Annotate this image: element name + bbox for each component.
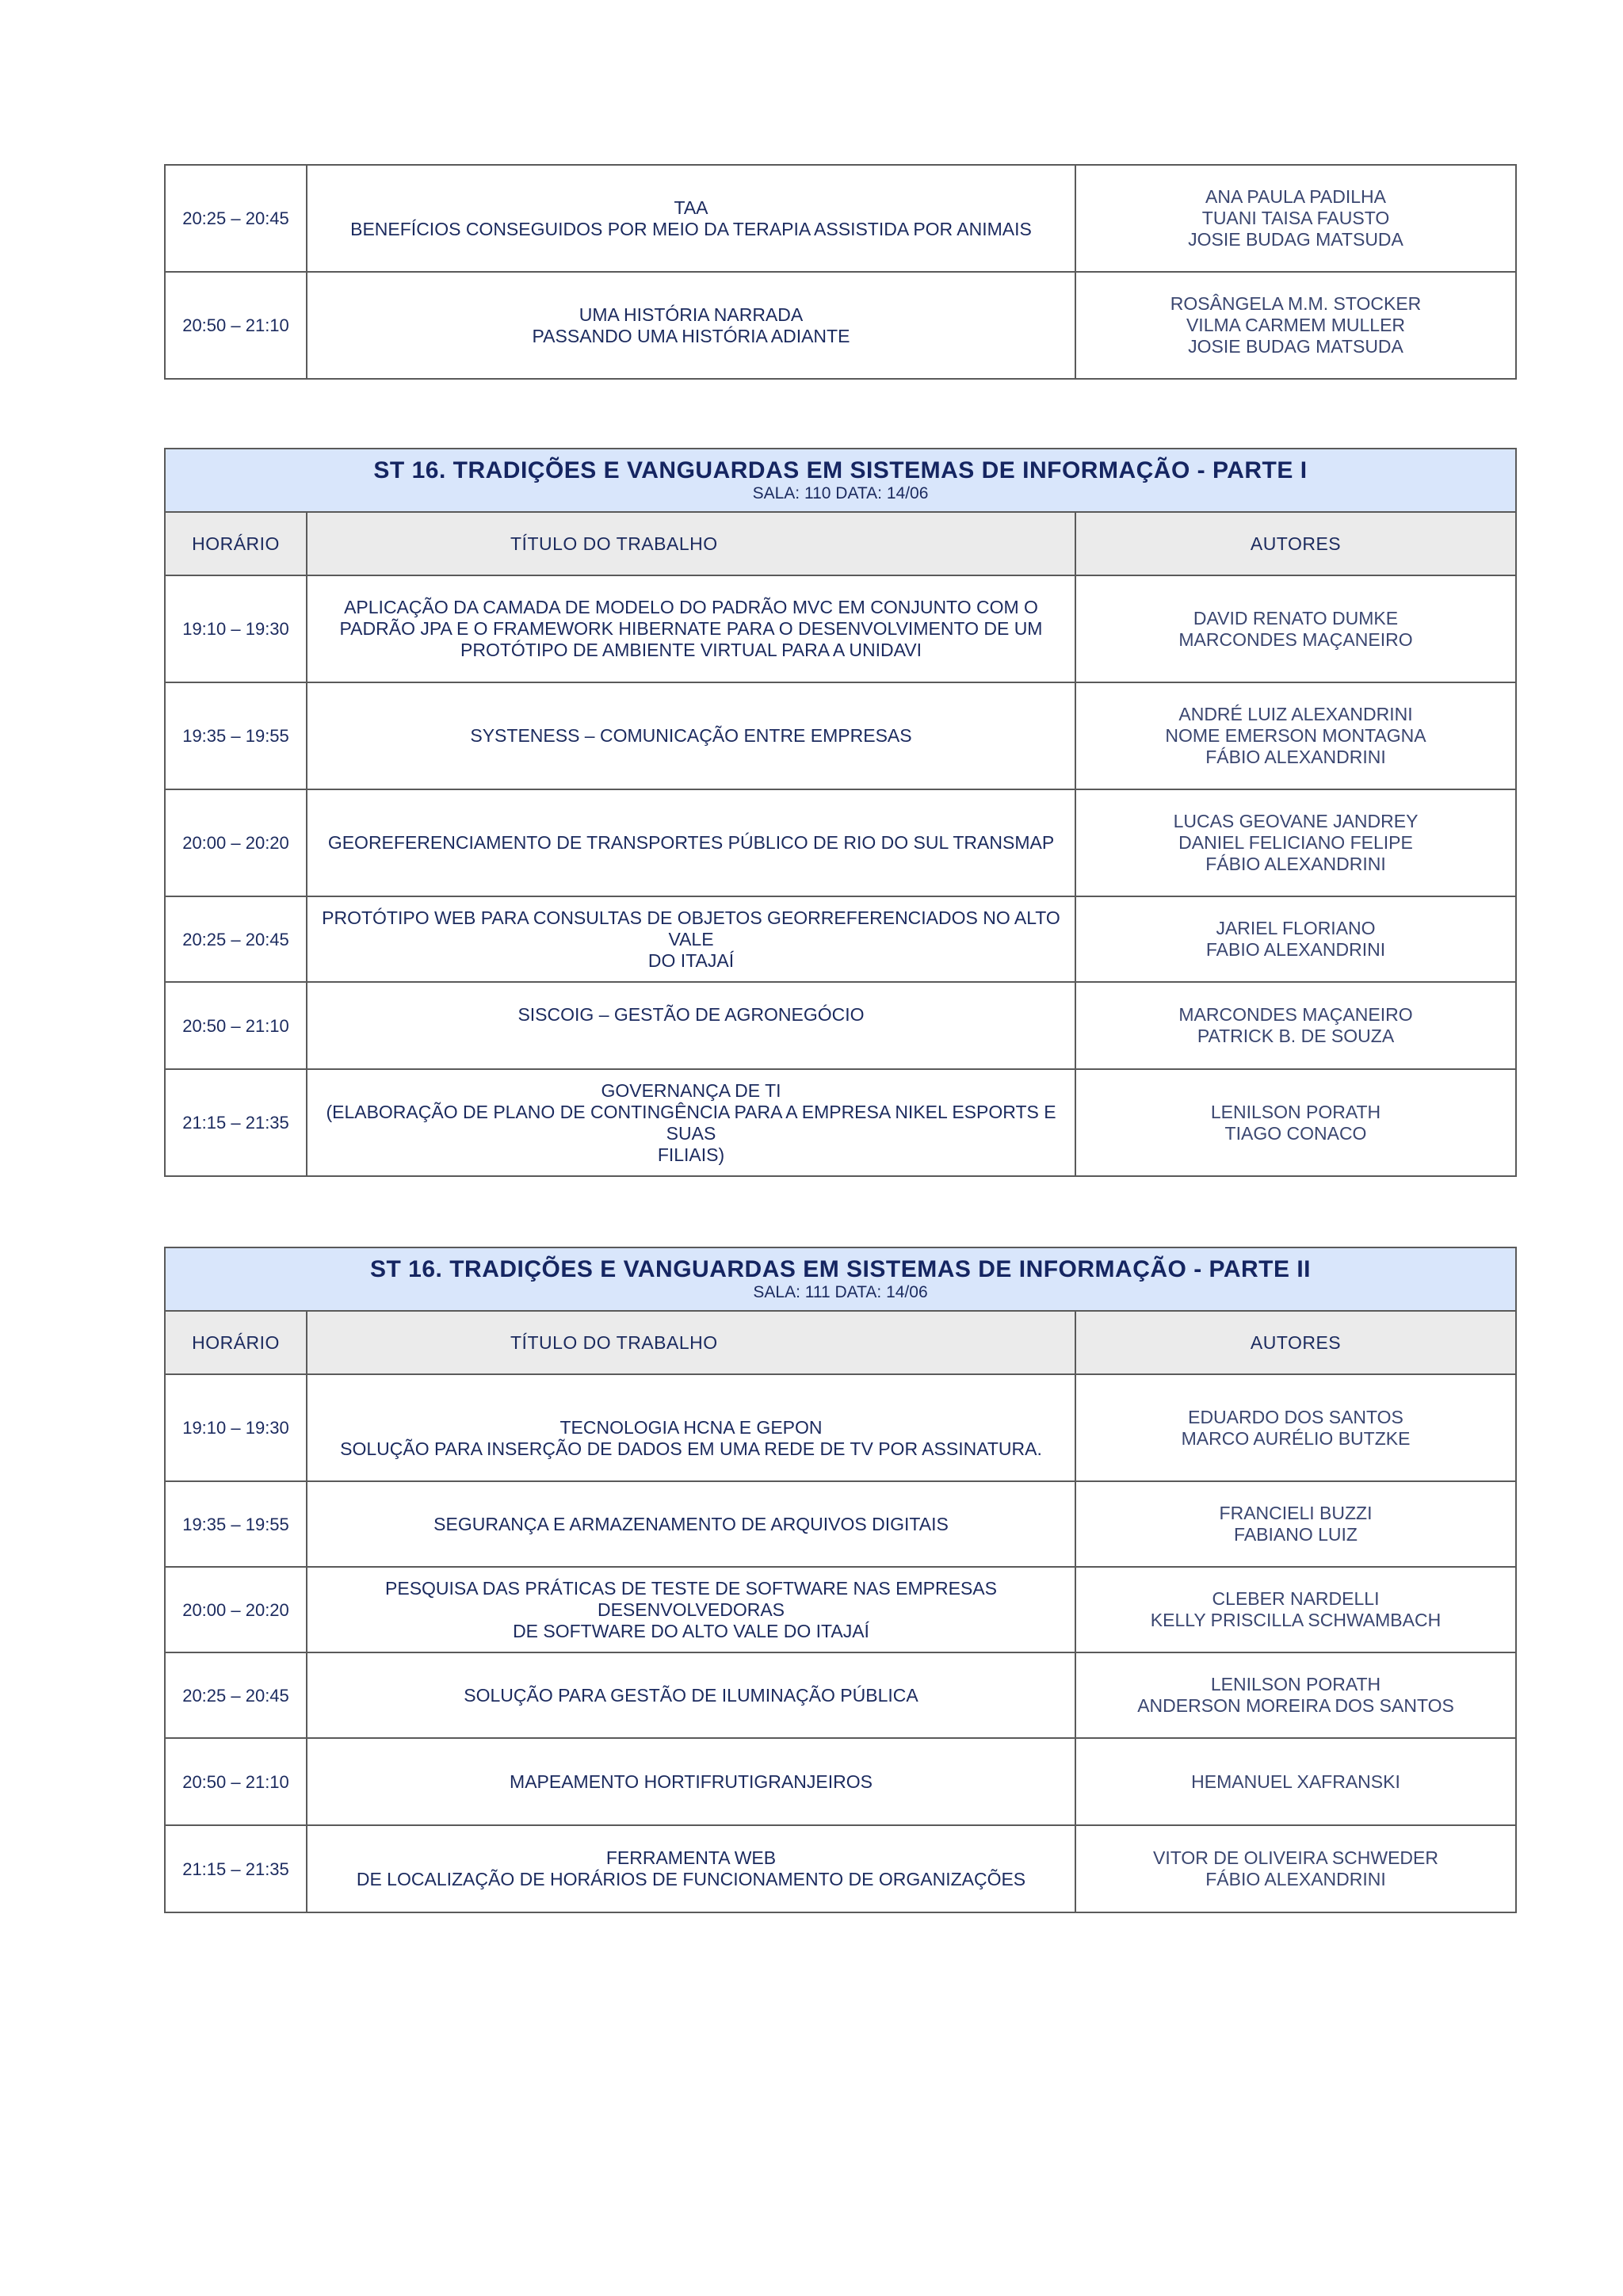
session-header bbox=[165, 1247, 1516, 1311]
session-room-date: SALA: 110 DATA: 14/06 bbox=[752, 484, 929, 502]
session-room-date: SALA: 111 DATA: 14/06 bbox=[753, 1283, 928, 1301]
session-table-part-1 bbox=[164, 448, 1517, 1177]
paper-title bbox=[307, 682, 1075, 789]
schedule-row bbox=[165, 1567, 1516, 1652]
author-name: PATRICK B. DE SOUZA bbox=[1197, 1026, 1395, 1046]
time-slot: 20:50 – 21:10 bbox=[165, 272, 307, 379]
author-name: DANIEL FELICIANO FELIPE bbox=[1178, 832, 1413, 853]
paper-title-line: PROTÓTIPO DE AMBIENTE VIRTUAL PARA A UNIDAVI bbox=[460, 640, 922, 660]
paper-title bbox=[307, 1825, 1075, 1912]
paper-authors bbox=[1075, 789, 1516, 896]
paper-title-line: BENEFÍCIOS CONSEGUIDOS POR MEIO DA TERAPIA ASSISTIDA POR ANIMAIS bbox=[350, 218, 1032, 239]
paper-authors bbox=[1075, 1567, 1516, 1652]
paper-authors bbox=[1075, 1738, 1516, 1825]
paper-title-line: DO ITAJAÍ bbox=[647, 949, 735, 971]
paper-authors bbox=[1075, 1069, 1516, 1176]
paper-title bbox=[307, 1481, 1075, 1567]
time-slot: 20:00 – 20:20 bbox=[165, 789, 307, 896]
schedule-row bbox=[165, 165, 1516, 272]
paper-title-line: DE LOCALIZAÇÃO DE HORÁRIOS DE FUNCIONAMENTO DE ORGANIZAÇÕES bbox=[356, 1869, 1026, 1889]
paper-title bbox=[307, 1374, 1075, 1481]
author-name: FABIANO LUIZ bbox=[1234, 1524, 1358, 1545]
paper-title-line: PROTÓTIPO WEB PARA CONSULTAS DE OBJETOS GEORREFERENCIADOS NO ALTO VALE bbox=[322, 907, 1060, 949]
author-name: ANDERSON MOREIRA DOS SANTOS bbox=[1137, 1695, 1454, 1716]
paper-title bbox=[307, 165, 1075, 272]
session-title: ST 16. TRADIÇÕES E VANGUARDAS EM SISTEMAS DE INFORMAÇÃO - PARTE II bbox=[370, 1256, 1311, 1282]
schedule-row bbox=[165, 1652, 1516, 1738]
author-name: FABIO ALEXANDRINI bbox=[1205, 939, 1386, 960]
author-name: CLEBER NARDELLI bbox=[1212, 1588, 1380, 1609]
paper-title-line: APLICAÇÃO DA CAMADA DE MODELO DO PADRÃO MVC EM CONJUNTO COM O bbox=[344, 597, 1038, 617]
author-name: NOME EMERSON MONTAGNA bbox=[1165, 725, 1426, 746]
paper-title-line: SISCOIG – GESTÃO DE AGRONEGÓCIO bbox=[517, 1004, 865, 1025]
schedule-row bbox=[165, 1825, 1516, 1912]
column-header-title: TÍTULO DO TRABALHO bbox=[307, 512, 1075, 575]
paper-title-line: FERRAMENTA WEB bbox=[605, 1847, 777, 1868]
schedule-row bbox=[165, 272, 1516, 379]
author-name: LENILSON PORATH bbox=[1210, 1674, 1381, 1694]
author-name: DAVID RENATO DUMKE bbox=[1193, 607, 1399, 628]
paper-title bbox=[307, 272, 1075, 379]
time-slot: 20:25 – 20:45 bbox=[165, 896, 307, 982]
time-slot: 20:50 – 21:10 bbox=[165, 1738, 307, 1825]
time-slot: 20:25 – 20:45 bbox=[165, 165, 307, 272]
time-slot: 19:35 – 19:55 bbox=[165, 682, 307, 789]
schedule-row bbox=[165, 982, 1516, 1069]
paper-authors bbox=[1075, 1652, 1516, 1738]
author-name: ROSÂNGELA M.M. STOCKER bbox=[1170, 293, 1422, 314]
schedule-row bbox=[165, 1374, 1516, 1481]
paper-authors bbox=[1075, 272, 1516, 379]
paper-title-line: FILIAIS) bbox=[657, 1144, 725, 1165]
author-name: EDUARDO DOS SANTOS bbox=[1188, 1406, 1403, 1427]
time-slot: 21:15 – 21:35 bbox=[165, 1825, 307, 1912]
author-name: JARIEL FLORIANO bbox=[1216, 918, 1376, 938]
author-name: FÁBIO ALEXANDRINI bbox=[1205, 747, 1386, 767]
time-slot: 19:10 – 19:30 bbox=[165, 575, 307, 682]
schedule-row bbox=[165, 682, 1516, 789]
column-header-time: HORÁRIO bbox=[165, 1311, 307, 1374]
column-header-time: HORÁRIO bbox=[165, 512, 307, 575]
paper-title-line: PADRÃO JPA E O FRAMEWORK HIBERNATE PARA O DESENVOLVIMENTO DE UM bbox=[339, 618, 1043, 639]
author-name: JOSIE BUDAG MATSUDA bbox=[1188, 336, 1403, 357]
time-slot: 19:35 – 19:55 bbox=[165, 1481, 307, 1567]
paper-title-line: SOLUÇÃO PARA INSERÇÃO DE DADOS EM UMA REDE DE TV POR ASSINATURA. bbox=[340, 1438, 1042, 1459]
schedule-row bbox=[165, 896, 1516, 982]
paper-title bbox=[307, 1652, 1075, 1738]
paper-title bbox=[307, 575, 1075, 682]
author-name: JOSIE BUDAG MATSUDA bbox=[1188, 229, 1403, 250]
author-name: LUCAS GEOVANE JANDREY bbox=[1173, 811, 1419, 831]
paper-title-line: PASSANDO UMA HISTÓRIA ADIANTE bbox=[532, 325, 850, 346]
paper-title bbox=[307, 896, 1075, 982]
paper-authors bbox=[1075, 165, 1516, 272]
author-name: FRANCIELI BUZZI bbox=[1219, 1503, 1373, 1523]
paper-authors bbox=[1075, 1825, 1516, 1912]
paper-title-line: GOVERNANÇA DE TI bbox=[601, 1079, 781, 1101]
paper-authors bbox=[1075, 982, 1516, 1069]
paper-title bbox=[307, 982, 1075, 1069]
time-slot: 19:10 – 19:30 bbox=[165, 1374, 307, 1481]
column-header-title: TÍTULO DO TRABALHO bbox=[307, 1311, 1075, 1374]
paper-title-line: (ELABORAÇÃO DE PLANO DE CONTINGÊNCIA PARA A EMPRESA NIKEL ESPORTS E SUAS bbox=[326, 1101, 1056, 1144]
time-slot: 20:50 – 21:10 bbox=[165, 982, 307, 1069]
paper-title bbox=[307, 1738, 1075, 1825]
paper-authors bbox=[1075, 575, 1516, 682]
time-slot: 20:25 – 20:45 bbox=[165, 1652, 307, 1738]
paper-title bbox=[307, 1069, 1075, 1176]
time-slot: 21:15 – 21:35 bbox=[165, 1069, 307, 1176]
paper-title-line: UMA HISTÓRIA NARRADA bbox=[579, 304, 804, 325]
author-name: FÁBIO ALEXANDRINI bbox=[1205, 1869, 1386, 1889]
author-name: MARCO AURÉLIO BUTZKE bbox=[1181, 1427, 1411, 1449]
column-header-authors: AUTORES bbox=[1075, 512, 1516, 575]
paper-authors bbox=[1075, 682, 1516, 789]
paper-title-line: MAPEAMENTO HORTIFRUTIGRANJEIROS bbox=[510, 1771, 873, 1792]
paper-title bbox=[307, 1567, 1075, 1652]
author-name: HEMANUEL XAFRANSKI bbox=[1191, 1771, 1400, 1792]
paper-authors bbox=[1075, 1481, 1516, 1567]
author-name: ANDRÉ LUIZ ALEXANDRINI bbox=[1178, 704, 1413, 724]
author-name: MARCONDES MAÇANEIRO bbox=[1178, 628, 1413, 650]
schedule-row bbox=[165, 1481, 1516, 1567]
paper-authors bbox=[1075, 896, 1516, 982]
paper-title-line: SYSTENESS – COMUNICAÇÃO ENTRE EMPRESAS bbox=[470, 725, 912, 746]
schedule-row bbox=[165, 575, 1516, 682]
author-name: VILMA CARMEM MULLER bbox=[1186, 315, 1406, 335]
author-name: ANA PAULA PADILHA bbox=[1205, 186, 1386, 207]
author-name: VITOR DE OLIVEIRA SCHWEDER bbox=[1153, 1847, 1438, 1868]
paper-title-line: SEGURANÇA E ARMAZENAMENTO DE ARQUIVOS DIGITAIS bbox=[433, 1513, 949, 1534]
paper-title-line: GEOREFERENCIAMENTO DE TRANSPORTES PÚBLICO DE RIO DO SUL TRANSMAP bbox=[327, 832, 1055, 853]
session-table-part-2 bbox=[164, 1247, 1517, 1913]
paper-title-line: TECNOLOGIA HCNA E GEPON bbox=[559, 1417, 823, 1438]
schedule-table-continued bbox=[164, 164, 1517, 380]
paper-title-line: TAA bbox=[674, 197, 708, 218]
schedule-row bbox=[165, 1738, 1516, 1825]
time-slot: 20:00 – 20:20 bbox=[165, 1567, 307, 1652]
session-title: ST 16. TRADIÇÕES E VANGUARDAS EM SISTEMAS DE INFORMAÇÃO - PARTE I bbox=[373, 457, 1308, 483]
author-name: MARCONDES MAÇANEIRO bbox=[1178, 1004, 1413, 1025]
paper-title-line bbox=[311, 1026, 1071, 1047]
paper-title-line bbox=[311, 1396, 1071, 1417]
author-name: TUANI TAISA FAUSTO bbox=[1201, 208, 1390, 228]
paper-title-line: PESQUISA DAS PRÁTICAS DE TESTE DE SOFTWARE NAS EMPRESAS DESENVOLVEDORAS bbox=[385, 1577, 997, 1620]
paper-title bbox=[307, 789, 1075, 896]
author-name: LENILSON PORATH bbox=[1210, 1101, 1381, 1122]
paper-title-line: SOLUÇÃO PARA GESTÃO DE ILUMINAÇÃO PÚBLICA bbox=[464, 1684, 918, 1706]
author-name: TIAGO CONACO bbox=[1224, 1122, 1367, 1144]
paper-title-line: DE SOFTWARE DO ALTO VALE DO ITAJAÍ bbox=[513, 1620, 869, 1641]
author-name: KELLY PRISCILLA SCHWAMBACH bbox=[1150, 1610, 1442, 1630]
session-header bbox=[165, 449, 1516, 512]
schedule-row bbox=[165, 1069, 1516, 1176]
schedule-row bbox=[165, 789, 1516, 896]
author-name: FÁBIO ALEXANDRINI bbox=[1205, 854, 1386, 874]
paper-authors bbox=[1075, 1374, 1516, 1481]
column-header-authors: AUTORES bbox=[1075, 1311, 1516, 1374]
